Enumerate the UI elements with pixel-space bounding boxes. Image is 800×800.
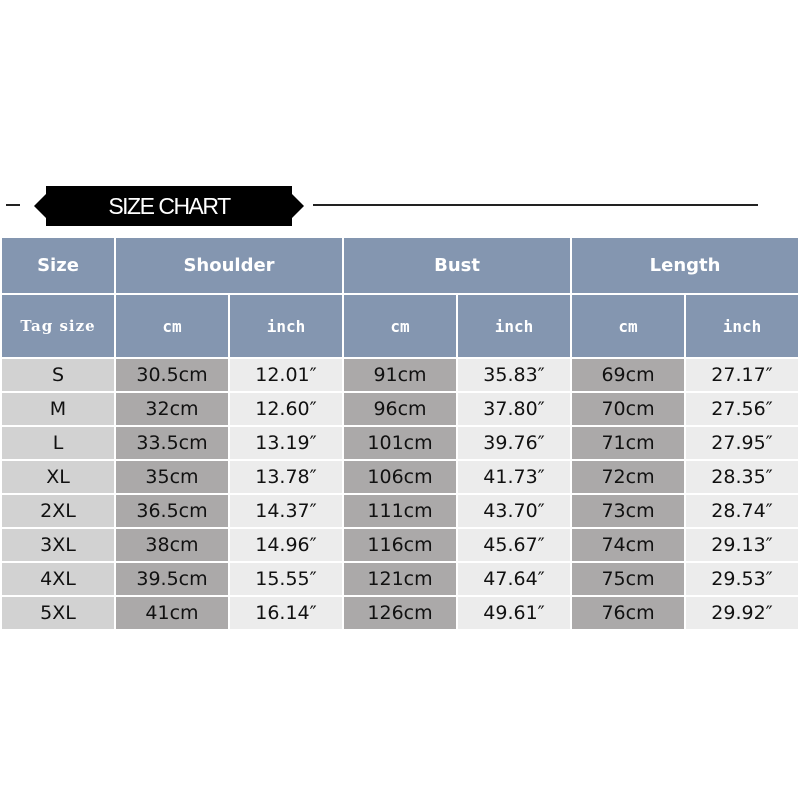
cell-shoulder-cm: 30.5cm <box>116 359 228 391</box>
header-unit-cm: cm <box>344 295 456 357</box>
cell-size: 2XL <box>2 495 114 527</box>
cell-bust-inch: 37.80″ <box>458 393 570 425</box>
table-row <box>2 597 798 629</box>
cell-shoulder-cm: 41cm <box>116 597 228 629</box>
cell-size: 4XL <box>2 563 114 595</box>
cell-bust-inch: 41.73″ <box>458 461 570 493</box>
table-row <box>2 529 798 561</box>
cell-shoulder-inch: 16.14″ <box>230 597 342 629</box>
table-row <box>2 359 798 391</box>
cell-length-inch: 29.13″ <box>686 529 798 561</box>
cell-length-inch: 27.17″ <box>686 359 798 391</box>
cell-length-inch: 27.56″ <box>686 393 798 425</box>
cell-length-cm: 70cm <box>572 393 684 425</box>
cell-bust-inch: 49.61″ <box>458 597 570 629</box>
cell-length-inch: 29.92″ <box>686 597 798 629</box>
header-size: Size <box>2 238 114 293</box>
cell-bust-inch: 39.76″ <box>458 427 570 459</box>
header-shoulder: Shoulder <box>116 238 342 293</box>
header-unit-cm: cm <box>572 295 684 357</box>
header-tag-size: Tag size <box>2 295 114 357</box>
cell-bust-cm: 116cm <box>344 529 456 561</box>
cell-bust-inch: 43.70″ <box>458 495 570 527</box>
cell-length-inch: 28.74″ <box>686 495 798 527</box>
cell-shoulder-inch: 14.96″ <box>230 529 342 561</box>
cell-length-cm: 75cm <box>572 563 684 595</box>
table-row <box>2 427 798 459</box>
cell-shoulder-inch: 15.55″ <box>230 563 342 595</box>
cell-shoulder-cm: 35cm <box>116 461 228 493</box>
header-unit-inch: inch <box>686 295 798 357</box>
cell-bust-cm: 126cm <box>344 597 456 629</box>
cell-length-cm: 74cm <box>572 529 684 561</box>
cell-size: 5XL <box>2 597 114 629</box>
header-row-groups <box>2 238 798 293</box>
cell-bust-inch: 35.83″ <box>458 359 570 391</box>
cell-length-cm: 76cm <box>572 597 684 629</box>
cell-shoulder-inch: 12.60″ <box>230 393 342 425</box>
cell-length-cm: 71cm <box>572 427 684 459</box>
cell-size: M <box>2 393 114 425</box>
cell-shoulder-inch: 13.19″ <box>230 427 342 459</box>
ribbon-tail-left <box>34 194 46 218</box>
cell-bust-cm: 91cm <box>344 359 456 391</box>
cell-shoulder-cm: 32cm <box>116 393 228 425</box>
cell-length-inch: 27.95″ <box>686 427 798 459</box>
table-row <box>2 461 798 493</box>
size-table <box>0 236 800 631</box>
cell-length-cm: 69cm <box>572 359 684 391</box>
header-unit-inch: inch <box>230 295 342 357</box>
table-row <box>2 393 798 425</box>
cell-bust-cm: 96cm <box>344 393 456 425</box>
cell-bust-cm: 101cm <box>344 427 456 459</box>
banner-ribbon <box>30 186 308 226</box>
cell-size: L <box>2 427 114 459</box>
header-bust: Bust <box>344 238 570 293</box>
header-unit-inch: inch <box>458 295 570 357</box>
cell-bust-cm: 106cm <box>344 461 456 493</box>
cell-shoulder-inch: 14.37″ <box>230 495 342 527</box>
cell-shoulder-cm: 38cm <box>116 529 228 561</box>
cell-size: 3XL <box>2 529 114 561</box>
cell-length-inch: 28.35″ <box>686 461 798 493</box>
cell-bust-inch: 47.64″ <box>458 563 570 595</box>
cell-shoulder-cm: 36.5cm <box>116 495 228 527</box>
cell-bust-cm: 121cm <box>344 563 456 595</box>
header-length: Length <box>572 238 798 293</box>
cell-bust-inch: 45.67″ <box>458 529 570 561</box>
cell-size: XL <box>2 461 114 493</box>
banner-title: SIZE CHART <box>46 186 292 226</box>
table-row <box>2 495 798 527</box>
header-unit-cm: cm <box>116 295 228 357</box>
cell-shoulder-inch: 12.01″ <box>230 359 342 391</box>
banner-dash-left <box>6 204 20 206</box>
banner-rule-right <box>313 204 758 206</box>
cell-shoulder-cm: 33.5cm <box>116 427 228 459</box>
table-row <box>2 563 798 595</box>
header-row-units <box>2 295 798 357</box>
ribbon-tail-right <box>292 194 304 218</box>
cell-length-inch: 29.53″ <box>686 563 798 595</box>
cell-bust-cm: 111cm <box>344 495 456 527</box>
cell-shoulder-cm: 39.5cm <box>116 563 228 595</box>
cell-size: S <box>2 359 114 391</box>
size-chart-banner <box>0 180 800 230</box>
cell-length-cm: 72cm <box>572 461 684 493</box>
cell-shoulder-inch: 13.78″ <box>230 461 342 493</box>
cell-length-cm: 73cm <box>572 495 684 527</box>
